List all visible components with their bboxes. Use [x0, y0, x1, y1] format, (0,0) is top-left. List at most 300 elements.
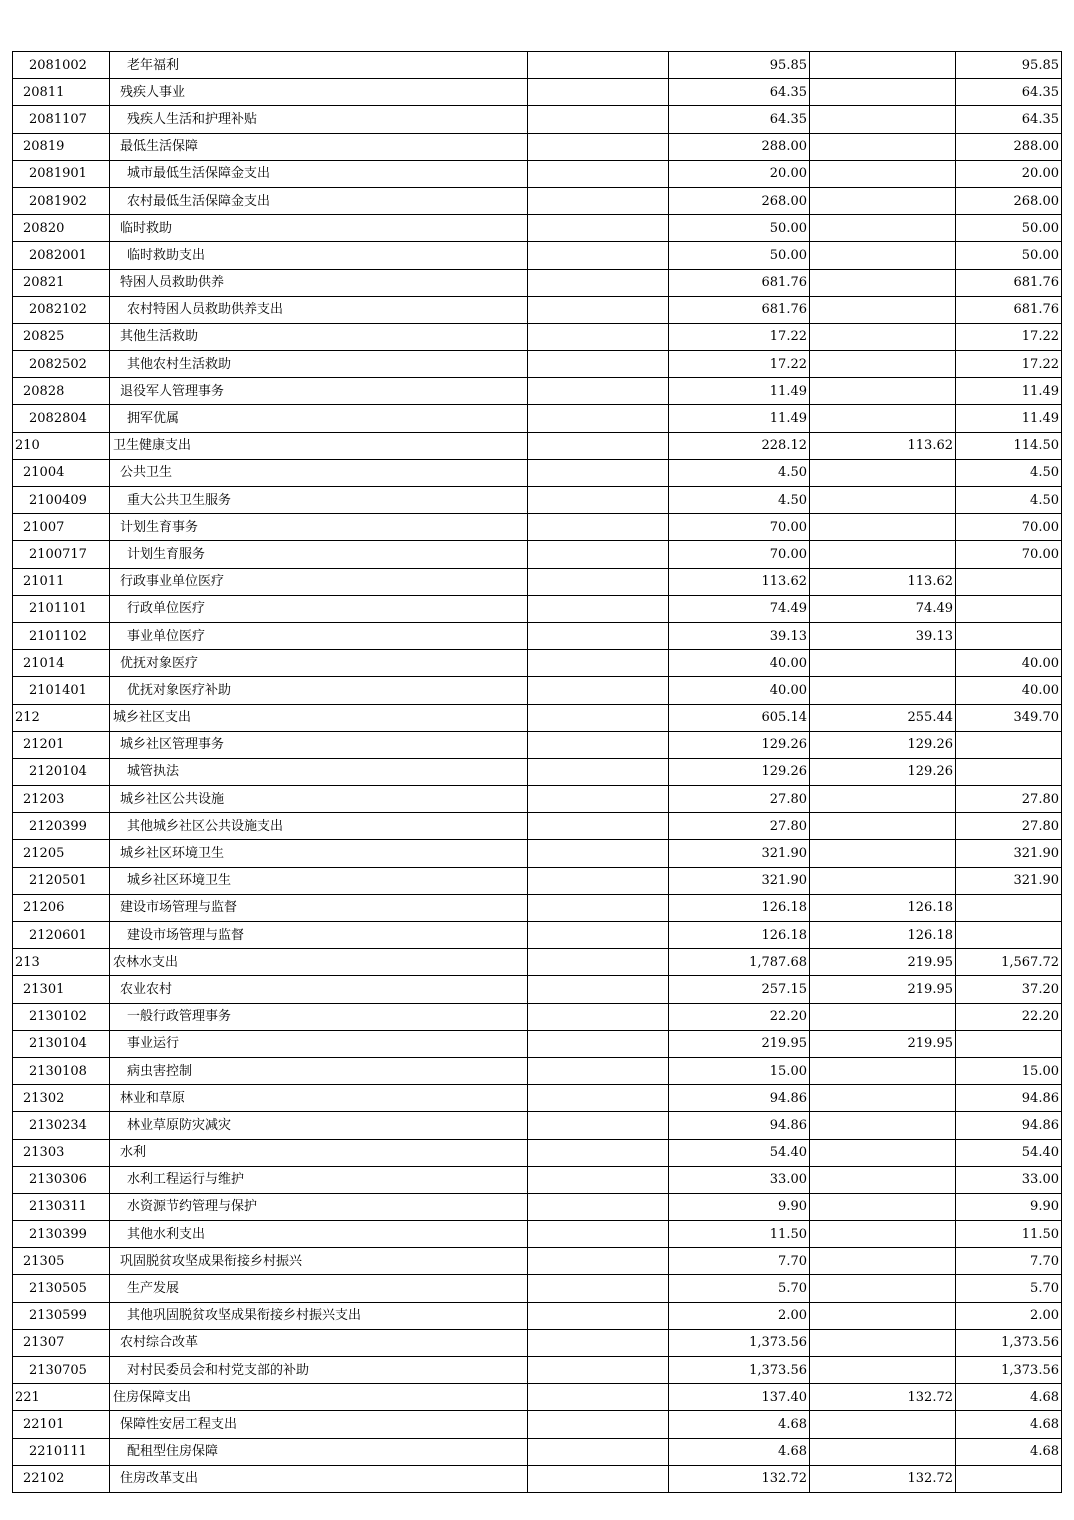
project-expenditure-cell: [956, 922, 1062, 949]
project-expenditure-cell: 64.35: [956, 79, 1062, 106]
subject-code-cell: 2120501: [13, 867, 110, 894]
subject-code-cell: 21205: [13, 840, 110, 867]
basic-expenditure-cell: 113.62: [810, 568, 956, 595]
empty-cell: [528, 1302, 669, 1329]
project-expenditure-cell: 95.85: [956, 52, 1062, 79]
table-row: [13, 1057, 1062, 1084]
subject-name-cell: 临时救助: [110, 215, 528, 242]
basic-expenditure-cell: [810, 1329, 956, 1356]
subject-code-cell: 2101401: [13, 677, 110, 704]
empty-cell: [528, 242, 669, 269]
basic-expenditure-cell: [810, 1221, 956, 1248]
subject-name-cell: 住房保障支出: [110, 1384, 528, 1411]
table-row: [13, 867, 1062, 894]
empty-cell: [528, 568, 669, 595]
table-row: [13, 650, 1062, 677]
subject-code-cell: 21014: [13, 650, 110, 677]
table-row: [13, 323, 1062, 350]
subject-name-cell: 保障性安居工程支出: [110, 1411, 528, 1438]
project-expenditure-cell: [956, 1030, 1062, 1057]
subject-code-cell: 21303: [13, 1139, 110, 1166]
table-row: [13, 1139, 1062, 1166]
total-amount-cell: 54.40: [669, 1139, 810, 1166]
table-row: [13, 1221, 1062, 1248]
total-amount-cell: 137.40: [669, 1384, 810, 1411]
total-amount-cell: 9.90: [669, 1193, 810, 1220]
subject-code-cell: 2130705: [13, 1357, 110, 1384]
project-expenditure-cell: 33.00: [956, 1166, 1062, 1193]
empty-cell: [528, 160, 669, 187]
empty-cell: [528, 1003, 669, 1030]
subject-code-cell: 2130102: [13, 1003, 110, 1030]
total-amount-cell: 64.35: [669, 79, 810, 106]
basic-expenditure-cell: 132.72: [810, 1465, 956, 1492]
basic-expenditure-cell: [810, 79, 956, 106]
total-amount-cell: 4.68: [669, 1438, 810, 1465]
total-amount-cell: 17.22: [669, 351, 810, 378]
subject-code-cell: 2100717: [13, 541, 110, 568]
basic-expenditure-cell: [810, 1112, 956, 1139]
empty-cell: [528, 1166, 669, 1193]
basic-expenditure-cell: [810, 106, 956, 133]
total-amount-cell: 321.90: [669, 867, 810, 894]
subject-name-cell: 农村综合改革: [110, 1329, 528, 1356]
project-expenditure-cell: [956, 622, 1062, 649]
project-expenditure-cell: [956, 894, 1062, 921]
basic-expenditure-cell: [810, 187, 956, 214]
subject-code-cell: 20821: [13, 269, 110, 296]
subject-name-cell: 特困人员救助供养: [110, 269, 528, 296]
total-amount-cell: 33.00: [669, 1166, 810, 1193]
subject-name-cell: 林业草原防灾减灾: [110, 1112, 528, 1139]
subject-code-cell: 21007: [13, 514, 110, 541]
total-amount-cell: 605.14: [669, 704, 810, 731]
empty-cell: [528, 976, 669, 1003]
basic-expenditure-cell: [810, 1275, 956, 1302]
basic-expenditure-cell: 132.72: [810, 1384, 956, 1411]
subject-code-cell: 21203: [13, 786, 110, 813]
subject-code-cell: 20811: [13, 79, 110, 106]
subject-code-cell: 2130311: [13, 1193, 110, 1220]
table-row: [13, 595, 1062, 622]
empty-cell: [528, 1438, 669, 1465]
project-expenditure-cell: 2.00: [956, 1302, 1062, 1329]
total-amount-cell: 228.12: [669, 432, 810, 459]
total-amount-cell: 681.76: [669, 296, 810, 323]
empty-cell: [528, 922, 669, 949]
subject-code-cell: 2120399: [13, 813, 110, 840]
empty-cell: [528, 106, 669, 133]
empty-cell: [528, 1030, 669, 1057]
empty-cell: [528, 704, 669, 731]
subject-name-cell: 生产发展: [110, 1275, 528, 1302]
subject-code-cell: 21011: [13, 568, 110, 595]
table-row: [13, 1193, 1062, 1220]
total-amount-cell: 129.26: [669, 758, 810, 785]
subject-name-cell: 建设市场管理与监督: [110, 922, 528, 949]
total-amount-cell: 20.00: [669, 160, 810, 187]
project-expenditure-cell: 50.00: [956, 242, 1062, 269]
table-row: [13, 1411, 1062, 1438]
subject-code-cell: 20825: [13, 323, 110, 350]
total-amount-cell: 40.00: [669, 650, 810, 677]
subject-code-cell: 213: [13, 949, 110, 976]
basic-expenditure-cell: [810, 813, 956, 840]
subject-code-cell: 21307: [13, 1329, 110, 1356]
subject-name-cell: 残疾人事业: [110, 79, 528, 106]
project-expenditure-cell: 64.35: [956, 106, 1062, 133]
subject-code-cell: 21004: [13, 459, 110, 486]
subject-name-cell: 最低生活保障: [110, 133, 528, 160]
subject-name-cell: 其他巩固脱贫攻坚成果衔接乡村振兴支出: [110, 1302, 528, 1329]
subject-code-cell: 20819: [13, 133, 110, 160]
table-row: [13, 296, 1062, 323]
subject-name-cell: 城乡社区环境卫生: [110, 840, 528, 867]
total-amount-cell: 40.00: [669, 677, 810, 704]
subject-code-cell: 2130104: [13, 1030, 110, 1057]
subject-name-cell: 公共卫生: [110, 459, 528, 486]
project-expenditure-cell: 37.20: [956, 976, 1062, 1003]
subject-name-cell: 卫生健康支出: [110, 432, 528, 459]
subject-name-cell: 巩固脱贫攻坚成果衔接乡村振兴: [110, 1248, 528, 1275]
basic-expenditure-cell: 219.95: [810, 976, 956, 1003]
budget-expenditure-table: [12, 51, 1062, 1493]
basic-expenditure-cell: 219.95: [810, 949, 956, 976]
total-amount-cell: 95.85: [669, 52, 810, 79]
table-row: [13, 106, 1062, 133]
subject-code-cell: 212: [13, 704, 110, 731]
basic-expenditure-cell: [810, 786, 956, 813]
project-expenditure-cell: 11.50: [956, 1221, 1062, 1248]
table-row: [13, 1438, 1062, 1465]
table-row: [13, 541, 1062, 568]
subject-name-cell: 一般行政管理事务: [110, 1003, 528, 1030]
subject-name-cell: 计划生育服务: [110, 541, 528, 568]
subject-name-cell: 对村民委员会和村党支部的补助: [110, 1357, 528, 1384]
subject-name-cell: 城乡社区管理事务: [110, 731, 528, 758]
total-amount-cell: 2.00: [669, 1302, 810, 1329]
empty-cell: [528, 487, 669, 514]
subject-code-cell: 21206: [13, 894, 110, 921]
project-expenditure-cell: 1,373.56: [956, 1329, 1062, 1356]
empty-cell: [528, 1357, 669, 1384]
total-amount-cell: 5.70: [669, 1275, 810, 1302]
basic-expenditure-cell: 126.18: [810, 894, 956, 921]
table-row: [13, 622, 1062, 649]
empty-cell: [528, 622, 669, 649]
subject-code-cell: 2082102: [13, 296, 110, 323]
subject-code-cell: 2120104: [13, 758, 110, 785]
subject-name-cell: 水资源节约管理与保护: [110, 1193, 528, 1220]
table-row: [13, 52, 1062, 79]
subject-name-cell: 重大公共卫生服务: [110, 487, 528, 514]
empty-cell: [528, 1384, 669, 1411]
basic-expenditure-cell: [810, 1302, 956, 1329]
basic-expenditure-cell: [810, 405, 956, 432]
empty-cell: [528, 1275, 669, 1302]
total-amount-cell: 11.50: [669, 1221, 810, 1248]
table-row: [13, 1166, 1062, 1193]
subject-code-cell: 2130306: [13, 1166, 110, 1193]
table-row: [13, 1384, 1062, 1411]
basic-expenditure-cell: [810, 1057, 956, 1084]
total-amount-cell: 70.00: [669, 514, 810, 541]
total-amount-cell: 50.00: [669, 242, 810, 269]
table-row: [13, 378, 1062, 405]
empty-cell: [528, 1193, 669, 1220]
basic-expenditure-cell: [810, 242, 956, 269]
project-expenditure-cell: 17.22: [956, 351, 1062, 378]
total-amount-cell: 113.62: [669, 568, 810, 595]
subject-name-cell: 农林水支出: [110, 949, 528, 976]
project-expenditure-cell: 114.50: [956, 432, 1062, 459]
empty-cell: [528, 215, 669, 242]
empty-cell: [528, 1085, 669, 1112]
basic-expenditure-cell: 219.95: [810, 1030, 956, 1057]
basic-expenditure-cell: [810, 867, 956, 894]
table-row: [13, 459, 1062, 486]
subject-code-cell: 20828: [13, 378, 110, 405]
empty-cell: [528, 595, 669, 622]
subject-code-cell: 2082001: [13, 242, 110, 269]
subject-name-cell: 水利工程运行与维护: [110, 1166, 528, 1193]
project-expenditure-cell: [956, 731, 1062, 758]
basic-expenditure-cell: [810, 541, 956, 568]
project-expenditure-cell: 40.00: [956, 677, 1062, 704]
table-row: [13, 976, 1062, 1003]
total-amount-cell: 17.22: [669, 323, 810, 350]
empty-cell: [528, 514, 669, 541]
empty-cell: [528, 52, 669, 79]
total-amount-cell: 15.00: [669, 1057, 810, 1084]
subject-code-cell: 2130599: [13, 1302, 110, 1329]
total-amount-cell: 126.18: [669, 922, 810, 949]
project-expenditure-cell: 4.68: [956, 1384, 1062, 1411]
project-expenditure-cell: 321.90: [956, 867, 1062, 894]
total-amount-cell: 132.72: [669, 1465, 810, 1492]
total-amount-cell: 64.35: [669, 106, 810, 133]
table-row: [13, 1112, 1062, 1139]
basic-expenditure-cell: [810, 487, 956, 514]
project-expenditure-cell: 54.40: [956, 1139, 1062, 1166]
subject-code-cell: 2120601: [13, 922, 110, 949]
subject-name-cell: 优抚对象医疗补助: [110, 677, 528, 704]
table-row: [13, 79, 1062, 106]
table-row: [13, 813, 1062, 840]
table-row: [13, 894, 1062, 921]
table-row: [13, 704, 1062, 731]
total-amount-cell: 126.18: [669, 894, 810, 921]
basic-expenditure-cell: [810, 514, 956, 541]
subject-code-cell: 21301: [13, 976, 110, 1003]
subject-name-cell: 事业运行: [110, 1030, 528, 1057]
subject-name-cell: 拥军优属: [110, 405, 528, 432]
basic-expenditure-cell: [810, 215, 956, 242]
table-row: [13, 1465, 1062, 1492]
basic-expenditure-cell: [810, 840, 956, 867]
table-row: [13, 1302, 1062, 1329]
subject-name-cell: 城乡社区支出: [110, 704, 528, 731]
subject-name-cell: 退役军人管理事务: [110, 378, 528, 405]
table-row: [13, 1275, 1062, 1302]
total-amount-cell: 39.13: [669, 622, 810, 649]
project-expenditure-cell: 268.00: [956, 187, 1062, 214]
table-row: [13, 568, 1062, 595]
total-amount-cell: 27.80: [669, 813, 810, 840]
subject-code-cell: 210: [13, 432, 110, 459]
total-amount-cell: 7.70: [669, 1248, 810, 1275]
empty-cell: [528, 79, 669, 106]
subject-code-cell: 2081902: [13, 187, 110, 214]
basic-expenditure-cell: [810, 351, 956, 378]
basic-expenditure-cell: [810, 1003, 956, 1030]
subject-name-cell: 城市最低生活保障金支出: [110, 160, 528, 187]
project-expenditure-cell: 40.00: [956, 650, 1062, 677]
table-row: [13, 731, 1062, 758]
project-expenditure-cell: 94.86: [956, 1112, 1062, 1139]
table-row: [13, 949, 1062, 976]
empty-cell: [528, 758, 669, 785]
subject-name-cell: 计划生育事务: [110, 514, 528, 541]
project-expenditure-cell: 9.90: [956, 1193, 1062, 1220]
subject-name-cell: 其他城乡社区公共设施支出: [110, 813, 528, 840]
empty-cell: [528, 459, 669, 486]
subject-code-cell: 2082804: [13, 405, 110, 432]
project-expenditure-cell: 15.00: [956, 1057, 1062, 1084]
table-row: [13, 242, 1062, 269]
empty-cell: [528, 269, 669, 296]
subject-code-cell: 2130399: [13, 1221, 110, 1248]
empty-cell: [528, 1248, 669, 1275]
total-amount-cell: 11.49: [669, 405, 810, 432]
project-expenditure-cell: 94.86: [956, 1085, 1062, 1112]
basic-expenditure-cell: [810, 1357, 956, 1384]
empty-cell: [528, 1112, 669, 1139]
subject-code-cell: 2081107: [13, 106, 110, 133]
table-row: [13, 1329, 1062, 1356]
basic-expenditure-cell: [810, 1438, 956, 1465]
empty-cell: [528, 378, 669, 405]
basic-expenditure-cell: [810, 378, 956, 405]
total-amount-cell: 681.76: [669, 269, 810, 296]
total-amount-cell: 321.90: [669, 840, 810, 867]
empty-cell: [528, 323, 669, 350]
subject-name-cell: 行政单位医疗: [110, 595, 528, 622]
basic-expenditure-cell: 255.44: [810, 704, 956, 731]
subject-name-cell: 建设市场管理与监督: [110, 894, 528, 921]
project-expenditure-cell: 5.70: [956, 1275, 1062, 1302]
table-row: [13, 677, 1062, 704]
empty-cell: [528, 1329, 669, 1356]
basic-expenditure-cell: [810, 52, 956, 79]
table-row: [13, 160, 1062, 187]
subject-code-cell: 21302: [13, 1085, 110, 1112]
subject-name-cell: 行政事业单位医疗: [110, 568, 528, 595]
project-expenditure-cell: 4.68: [956, 1438, 1062, 1465]
subject-name-cell: 水利: [110, 1139, 528, 1166]
basic-expenditure-cell: [810, 1085, 956, 1112]
table-row: [13, 1003, 1062, 1030]
total-amount-cell: 4.50: [669, 487, 810, 514]
total-amount-cell: 94.86: [669, 1112, 810, 1139]
table-row: [13, 487, 1062, 514]
subject-code-cell: 21305: [13, 1248, 110, 1275]
subject-name-cell: 优抚对象医疗: [110, 650, 528, 677]
empty-cell: [528, 1139, 669, 1166]
project-expenditure-cell: 50.00: [956, 215, 1062, 242]
subject-name-cell: 事业单位医疗: [110, 622, 528, 649]
empty-cell: [528, 894, 669, 921]
total-amount-cell: 268.00: [669, 187, 810, 214]
project-expenditure-cell: 4.50: [956, 487, 1062, 514]
empty-cell: [528, 840, 669, 867]
basic-expenditure-cell: [810, 1248, 956, 1275]
basic-expenditure-cell: 129.26: [810, 758, 956, 785]
table-row: [13, 758, 1062, 785]
basic-expenditure-cell: [810, 1411, 956, 1438]
subject-code-cell: 2101101: [13, 595, 110, 622]
subject-code-cell: 2101102: [13, 622, 110, 649]
subject-name-cell: 残疾人生活和护理补贴: [110, 106, 528, 133]
empty-cell: [528, 133, 669, 160]
project-expenditure-cell: [956, 1465, 1062, 1492]
subject-code-cell: 221: [13, 1384, 110, 1411]
subject-code-cell: 2130505: [13, 1275, 110, 1302]
subject-code-cell: 2130108: [13, 1057, 110, 1084]
subject-code-cell: 2081002: [13, 52, 110, 79]
basic-expenditure-cell: 39.13: [810, 622, 956, 649]
basic-expenditure-cell: [810, 296, 956, 323]
total-amount-cell: 74.49: [669, 595, 810, 622]
empty-cell: [528, 650, 669, 677]
project-expenditure-cell: 11.49: [956, 378, 1062, 405]
subject-code-cell: 20820: [13, 215, 110, 242]
subject-code-cell: 2210111: [13, 1438, 110, 1465]
subject-name-cell: 其他农村生活救助: [110, 351, 528, 378]
subject-name-cell: 农村特困人员救助供养支出: [110, 296, 528, 323]
project-expenditure-cell: 681.76: [956, 269, 1062, 296]
subject-name-cell: 农村最低生活保障金支出: [110, 187, 528, 214]
total-amount-cell: 11.49: [669, 378, 810, 405]
empty-cell: [528, 1411, 669, 1438]
table-row: [13, 1357, 1062, 1384]
total-amount-cell: 288.00: [669, 133, 810, 160]
total-amount-cell: 129.26: [669, 731, 810, 758]
basic-expenditure-cell: [810, 1139, 956, 1166]
total-amount-cell: 70.00: [669, 541, 810, 568]
empty-cell: [528, 813, 669, 840]
basic-expenditure-cell: 129.26: [810, 731, 956, 758]
project-expenditure-cell: 27.80: [956, 813, 1062, 840]
subject-name-cell: 配租型住房保障: [110, 1438, 528, 1465]
basic-expenditure-cell: [810, 459, 956, 486]
table-row: [13, 514, 1062, 541]
table-row: [13, 840, 1062, 867]
project-expenditure-cell: 7.70: [956, 1248, 1062, 1275]
subject-code-cell: 22101: [13, 1411, 110, 1438]
table-row: [13, 1248, 1062, 1275]
subject-name-cell: 老年福利: [110, 52, 528, 79]
table-row: [13, 351, 1062, 378]
basic-expenditure-cell: [810, 269, 956, 296]
subject-name-cell: 林业和草原: [110, 1085, 528, 1112]
project-expenditure-cell: 22.20: [956, 1003, 1062, 1030]
project-expenditure-cell: 349.70: [956, 704, 1062, 731]
project-expenditure-cell: 70.00: [956, 514, 1062, 541]
table-row: [13, 187, 1062, 214]
empty-cell: [528, 541, 669, 568]
basic-expenditure-cell: [810, 160, 956, 187]
